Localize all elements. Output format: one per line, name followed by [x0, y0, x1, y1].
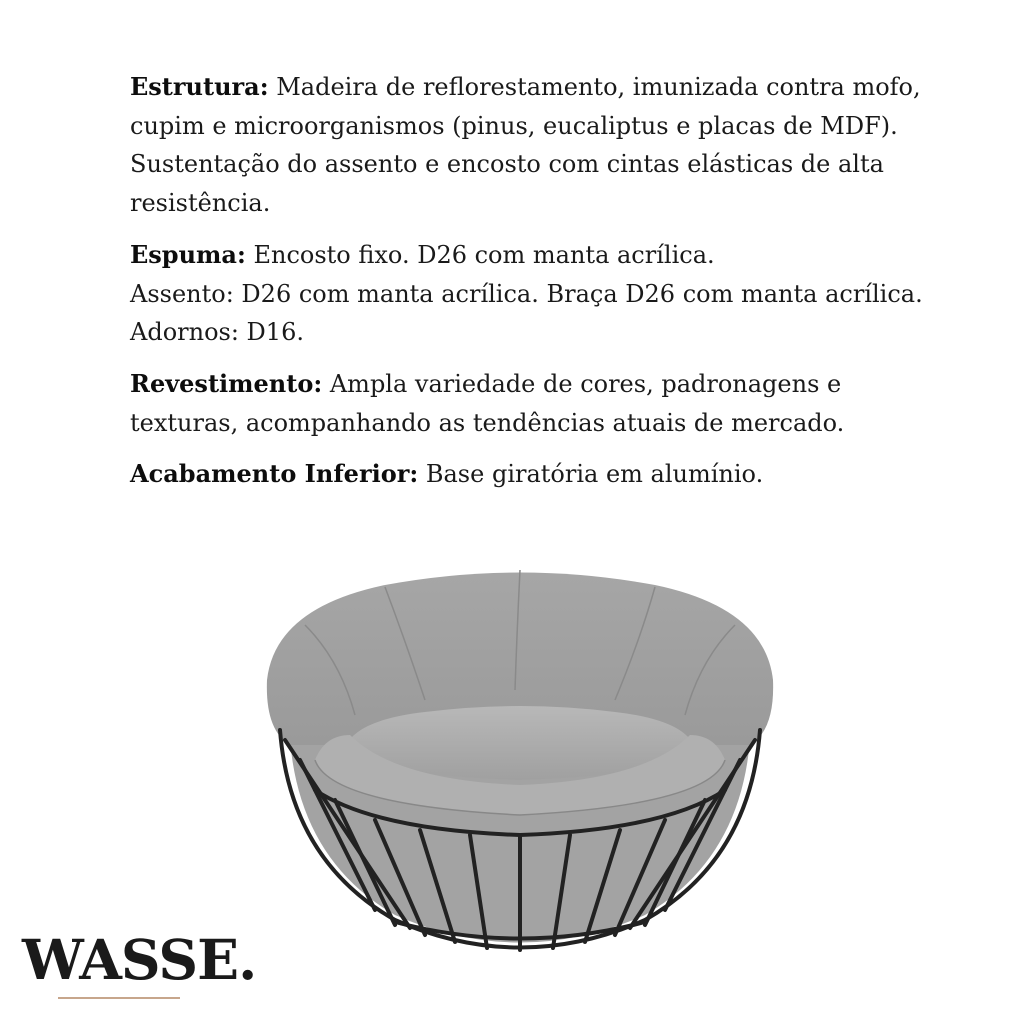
spec-espuma: [130, 236, 950, 352]
spec-text-espuma-3: Adornos: D16.: [130, 318, 304, 346]
spec-text-estrutura-3: Sustentação do assento e encosto com cintas elásticas de alta: [130, 150, 884, 178]
spec-label-revestimento: Revestimento:: [130, 369, 323, 398]
armchair-image: [255, 530, 785, 990]
spec-text-espuma-1: Encosto fixo. D26 com manta acrílica.: [245, 241, 715, 269]
spec-label-acabamento: Acabamento Inferior:: [130, 459, 419, 488]
spec-label-espuma: Espuma:: [130, 240, 246, 269]
spec-text-estrutura-4: resistência.: [130, 188, 271, 217]
spec-label-estrutura: Estrutura:: [130, 72, 269, 101]
spec-text-acabamento-1: Base giratória em alumínio.: [418, 460, 764, 488]
brand-logo-underline: [58, 997, 180, 999]
spec-text-estrutura-1: Madeira de reflorestamento, imunizada contra mofo,: [268, 73, 921, 101]
spec-text-espuma-2: Assento: D26 com manta acrílica. Braça D26 com manta acrílica.: [130, 279, 923, 308]
spec-acabamento: [130, 455, 950, 494]
spec-estrutura: [130, 68, 950, 222]
brand-logo: WASSE.: [22, 927, 257, 992]
spec-text-revestimento-1: Ampla variedade de cores, padronagens e: [322, 370, 842, 398]
armchair-illustration: [255, 530, 785, 990]
spec-text-revestimento-2: texturas, acompanhando as tendências atuais de mercado.: [130, 408, 845, 437]
spec-text-estrutura-2: cupim e microorganismos (pinus, eucaliptus e placas de MDF).: [130, 111, 898, 140]
spec-revestimento: [130, 365, 950, 442]
